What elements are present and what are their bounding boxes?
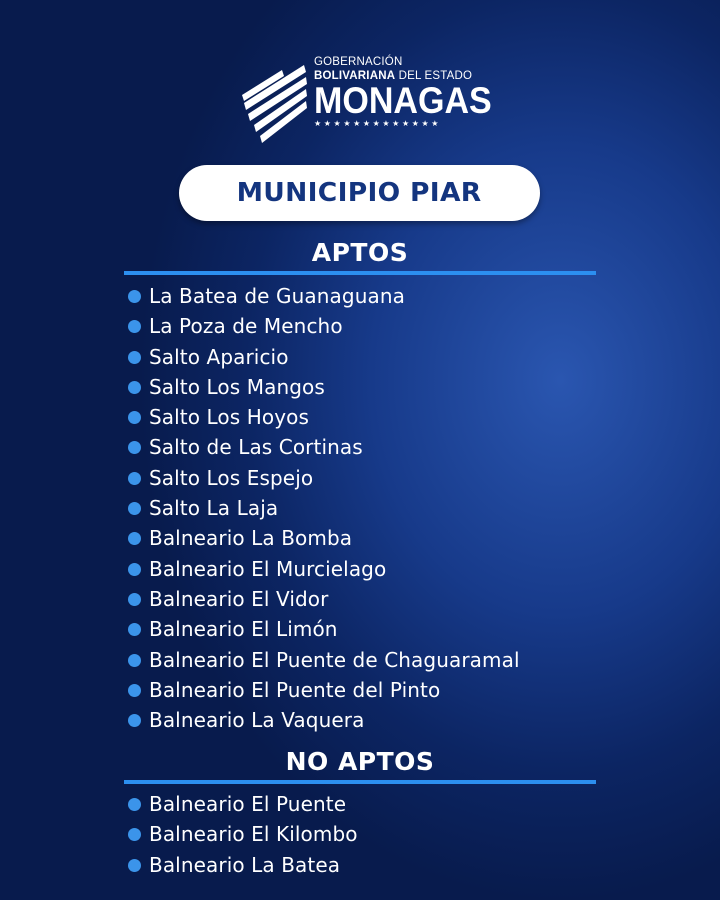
list-item — [126, 342, 520, 372]
bullet-icon — [128, 472, 141, 485]
bullet-icon — [128, 654, 141, 667]
list-item — [126, 614, 520, 644]
municipio-title: MUNICIPIO PIAR — [237, 178, 482, 208]
logo-monagas: MONAGAS — [314, 80, 492, 121]
list-item — [126, 372, 520, 402]
list-item — [126, 311, 520, 341]
bullet-icon — [128, 290, 141, 303]
list-item-label: Balneario El Puente — [149, 792, 347, 816]
bullet-icon — [128, 593, 141, 606]
list-item — [126, 281, 520, 311]
bullet-icon — [128, 684, 141, 697]
list-item — [126, 584, 520, 614]
list-item — [126, 850, 358, 880]
list-item-label: Balneario La Bomba — [149, 526, 353, 551]
bullet-icon — [128, 441, 141, 454]
list-item — [126, 705, 520, 735]
list-item-label: Salto Aparicio — [149, 344, 289, 369]
list-item — [126, 675, 520, 705]
list-item-label: Balneario El Puente del Pinto — [149, 677, 441, 702]
bullet-icon — [128, 411, 141, 424]
bullet-icon — [128, 320, 141, 333]
list-item-label: Balneario El Kilombo — [149, 822, 358, 847]
list-item — [126, 554, 520, 584]
bullet-icon — [128, 859, 141, 872]
list-item-label: Balneario El Murcielago — [149, 556, 387, 581]
logo-line-gobernacion: GOBERNACIÓN — [314, 56, 403, 68]
list-item-label: Balneario La Vaquera — [149, 708, 365, 733]
gobernacion-monagas-logo — [242, 55, 492, 145]
no-aptos-divider — [124, 780, 596, 784]
list-item-label: Salto La Laja — [149, 496, 279, 521]
list-item — [126, 463, 520, 493]
bullet-icon — [128, 714, 141, 727]
bullet-icon — [128, 381, 141, 394]
bullet-icon — [128, 623, 141, 636]
list-item — [126, 493, 520, 523]
aptos-divider — [124, 271, 596, 275]
logo-stripes-icon — [242, 59, 308, 145]
list-item — [126, 402, 520, 432]
list-item — [126, 819, 358, 849]
list-item-label: Salto de Las Cortinas — [149, 435, 363, 460]
bullet-icon — [128, 798, 141, 811]
municipio-title-pill — [179, 165, 540, 221]
list-item-label: La Poza de Mencho — [149, 314, 343, 339]
list-item — [126, 523, 520, 553]
list-item-label: Balneario El Limón — [149, 617, 338, 642]
no-aptos-list — [126, 789, 358, 880]
logo-stars: ★★★★★★★★★★★★★ — [314, 119, 442, 128]
aptos-heading: APTOS — [311, 238, 409, 267]
list-item — [126, 645, 520, 675]
aptos-list — [126, 281, 520, 735]
bullet-icon — [128, 532, 141, 545]
bullet-icon — [128, 563, 141, 576]
list-item-label: La Batea de Guanaguana — [149, 284, 405, 308]
bullet-icon — [128, 351, 141, 364]
list-item-label: Balneario La Batea — [149, 852, 341, 877]
list-item-label: Salto Los Espejo — [149, 465, 314, 490]
logo-line-bolivariana: BOLIVARIANA DEL ESTADO — [314, 70, 473, 82]
bullet-icon — [128, 502, 141, 515]
list-item — [126, 432, 520, 462]
list-item-label: Salto Los Mangos — [149, 374, 325, 399]
list-item-label: Balneario El Puente de Chaguaramal — [149, 647, 520, 672]
no-aptos-heading: NO APTOS — [285, 747, 435, 776]
list-item — [126, 789, 358, 819]
list-item-label: Balneario El Vidor — [149, 586, 329, 611]
logo-text — [314, 55, 507, 129]
bullet-icon — [128, 828, 141, 841]
list-item-label: Salto Los Hoyos — [149, 405, 310, 430]
